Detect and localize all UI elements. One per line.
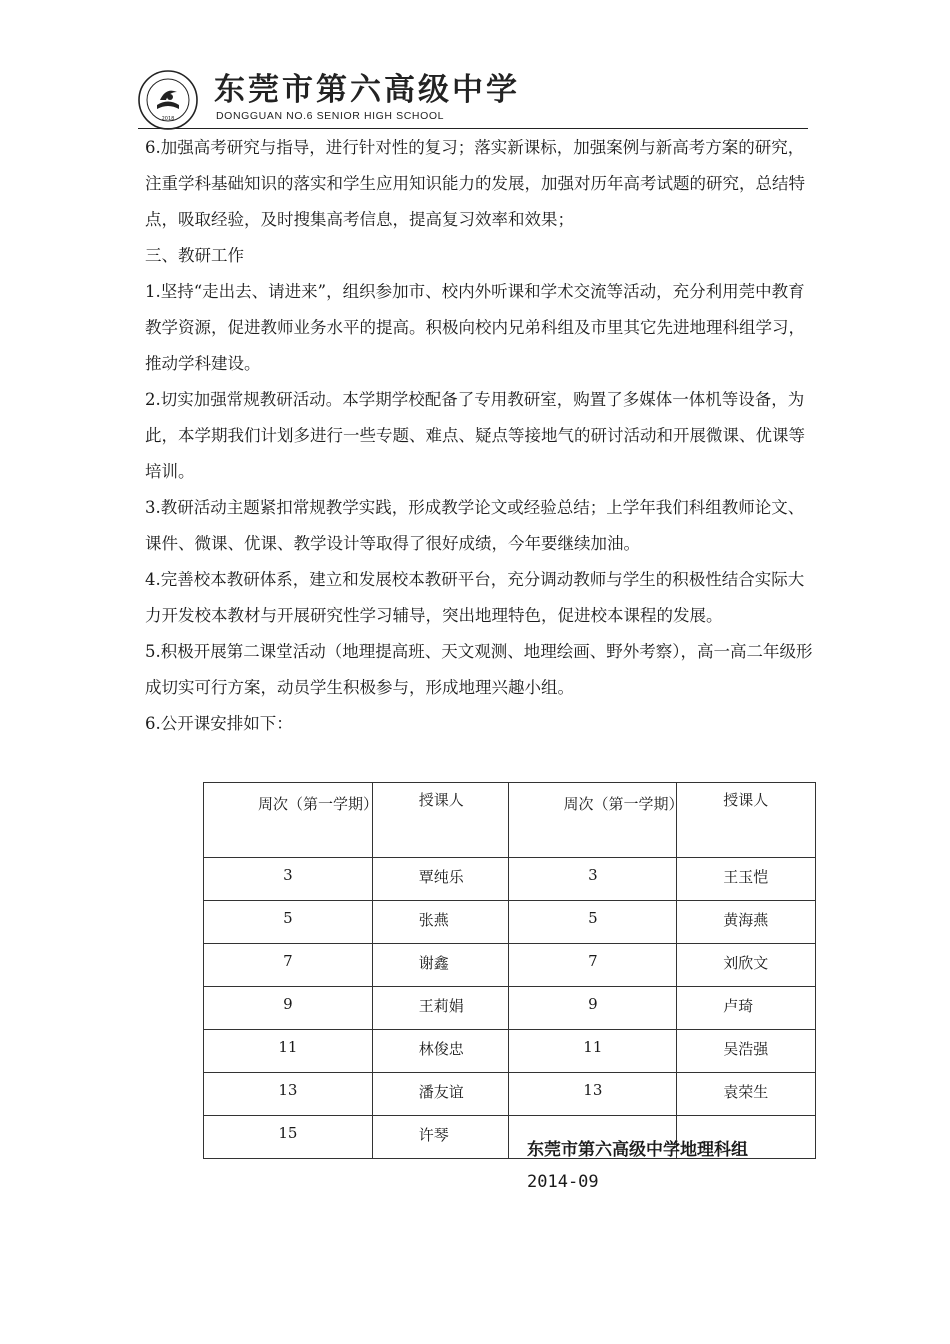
table-row [204, 1030, 816, 1073]
page-header [138, 70, 808, 130]
table-cell: 袁荣生 [677, 1073, 816, 1116]
section-heading: 三、教研工作 [145, 246, 244, 265]
table-row [204, 987, 816, 1030]
table-cell: 许琴 [372, 1116, 509, 1159]
table-cell: 刘欣文 [677, 944, 816, 987]
table-row [204, 858, 816, 901]
paragraph: 6.加强高考研究与指导，进行针对性的复习；落实新课标，加强案例与新高考方案的研究，注重学科基础知识的落实和学生应用知识能力的发展，加强对历年高考试题的研究，总结特点，吸取经验，及时搜集高考信息，提高复习效率和效果； [145, 138, 805, 229]
school-name: 东莞市第六高级中学 [214, 72, 520, 108]
table-header-cell: 授课人 [372, 783, 509, 858]
table-cell: 王玉恺 [677, 858, 816, 901]
table-cell: 9 [204, 987, 373, 1030]
table-cell: 3 [509, 858, 677, 901]
paragraph: 2.切实加强常规教研活动。本学期学校配备了专用教研室，购置了多媒体一体机等设备，为此，本学期我们计划多进行一些专题、难点、疑点等接地气的研讨活动和开展微课、优课等培训。 [145, 390, 805, 481]
table-cell: 谢鑫 [372, 944, 509, 987]
table-cell: 王莉娟 [372, 987, 509, 1030]
svg-text:2018: 2018 [161, 116, 175, 122]
table-cell: 9 [509, 987, 677, 1030]
school-logo-icon [138, 70, 198, 130]
document-body [145, 130, 815, 742]
table-row [204, 1073, 816, 1116]
header-divider [138, 128, 808, 129]
table-cell: 7 [204, 944, 373, 987]
open-class-schedule-table [203, 782, 816, 1159]
table-header-cell: 周次（第一学期） [204, 783, 373, 858]
table-row [204, 944, 816, 987]
table-cell: 11 [204, 1030, 373, 1073]
table-cell: 11 [509, 1030, 677, 1073]
table-cell: 3 [204, 858, 373, 901]
table-header-cell: 授课人 [677, 783, 816, 858]
paragraph: 3.教研活动主题紧扣常规教学实践，形成教学论文或经验总结；上学年我们科组教师论文、课件、微课、优课、教学设计等取得了很好成绩，今年要继续加油。 [145, 498, 805, 553]
paragraph: 5.积极开展第二课堂活动（地理提高班、天文观测、地理绘画、野外考察），高一高二年级形成切实可行方案，动员学生积极参与，形成地理兴趣小组。 [145, 642, 813, 697]
table-cell: 7 [509, 944, 677, 987]
paragraph: 6.公开课安排如下： [145, 714, 293, 733]
table-cell: 13 [204, 1073, 373, 1116]
table-cell: 吴浩强 [677, 1030, 816, 1073]
table-cell: 张燕 [372, 901, 509, 944]
paragraph: 4.完善校本教研体系，建立和发展校本教研平台，充分调动教师与学生的积极性结合实际大力开发校本教材与开展研究性学习辅导，突出地理特色，促进校本课程的发展。 [145, 570, 805, 625]
table-cell: 15 [204, 1116, 373, 1159]
paragraph: 1.坚持“走出去、请进来”，组织参加市、校内外听课和学术交流等活动，充分利用莞中教育教学资源，促进教师业务水平的提高。积极向校内兄弟科组及市里其它先进地理科组学习，推动学科建设。 [145, 282, 805, 373]
table-cell: 覃纯乐 [372, 858, 509, 901]
table-cell: 林俊忠 [372, 1030, 509, 1073]
signature-date: 2014-09 [527, 1172, 599, 1192]
table-row [204, 901, 816, 944]
table-cell: 黄海燕 [677, 901, 816, 944]
table-cell: 潘友谊 [372, 1073, 509, 1116]
table-cell: 5 [204, 901, 373, 944]
table-cell: 5 [509, 901, 677, 944]
signature-org: 东莞市第六高级中学地理科组 [527, 1140, 748, 1160]
table-header-row [204, 783, 816, 858]
table-header-cell: 周次（第一学期） [509, 783, 677, 858]
table-cell: 13 [509, 1073, 677, 1116]
school-name-english: DONGGUAN NO.6 SENIOR HIGH SCHOOL [216, 110, 445, 122]
table-cell: 卢琦 [677, 987, 816, 1030]
